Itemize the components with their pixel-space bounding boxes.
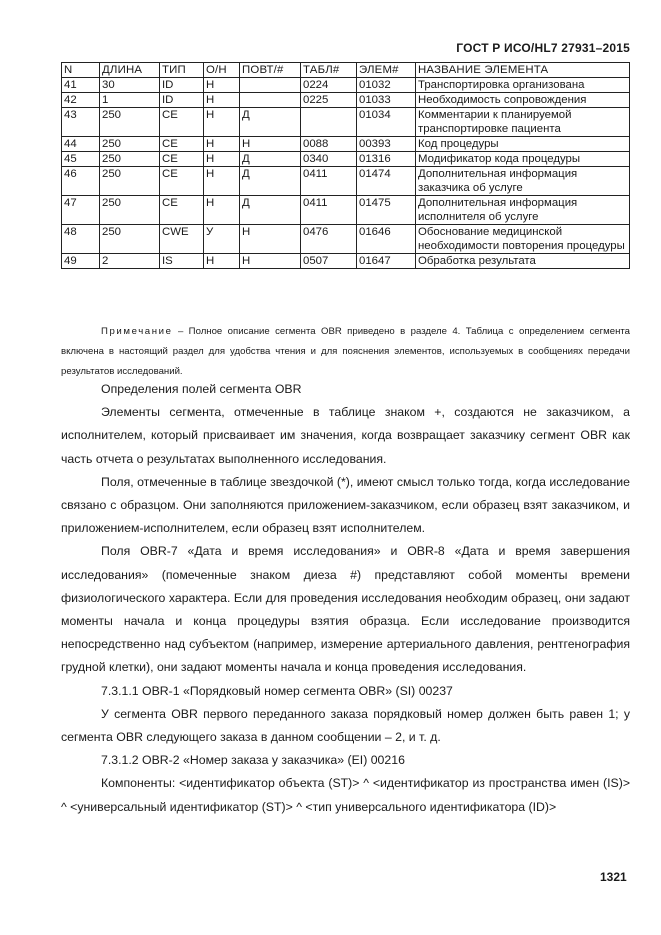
table-row [62, 225, 630, 254]
cell-table: 0411 [301, 167, 357, 196]
table-note [61, 322, 630, 382]
cell-element: 00393 [357, 137, 416, 152]
paragraph: Поля, отмеченные в таблице звездочкой (*), имеют смысл только тогда, когда исследование связано с образцом. Они заполняются приложением-заказчиком, если образец взят заказчиком, и приложением-исполнителем, если образец взят исполнителем. [61, 474, 630, 536]
cell-table: 0225 [301, 93, 357, 108]
cell-type: CE [160, 167, 204, 196]
cell-table: 0411 [301, 196, 357, 225]
paragraph: Компоненты: <идентификатор объекта (ST)> ^ <идентификатор из пространства имен (IS)> ^ <универсальный идентификатор (ST)> ^ <тип универсального идентификатора (ID)> [61, 776, 630, 814]
cell-optionality: Н [204, 93, 240, 108]
table-row [62, 93, 630, 108]
cell-optionality: Н [204, 254, 240, 269]
paragraph: У сегмента OBR первого переданного заказа порядковый номер должен быть равен 1; у сегмента OBR следующего заказа в данном сообщении – 2, и т. д. [61, 706, 630, 745]
cell-name: Необходимость сопровождения [416, 93, 630, 108]
cell-n: 44 [62, 137, 100, 152]
body-text [61, 378, 630, 819]
cell-n: 48 [62, 225, 100, 254]
cell-element: 01316 [357, 152, 416, 167]
cell-element: 01474 [357, 167, 416, 196]
cell-length: 250 [100, 108, 160, 137]
cell-length: 1 [100, 93, 160, 108]
cell-optionality: Н [204, 137, 240, 152]
cell-element: 01475 [357, 196, 416, 225]
cell-optionality: Н [204, 152, 240, 167]
cell-optionality: Н [204, 167, 240, 196]
cell-n: 42 [62, 93, 100, 108]
cell-type: CE [160, 108, 204, 137]
cell-length: 250 [100, 152, 160, 167]
column-header: НАЗВАНИЕ ЭЛЕМЕНТА [416, 63, 630, 78]
cell-length: 2 [100, 254, 160, 269]
cell-repeat [240, 93, 301, 108]
note-text: – Полное описание сегмента OBR приведено в разделе 4. Таблица с определением сегмента включена в настоящий раздел для удобства чтения и для пояснения элементов, используемых в сообщениях передачи результатов исследований. [61, 326, 630, 377]
cell-length: 250 [100, 167, 160, 196]
cell-table: 0340 [301, 152, 357, 167]
table-header-row [62, 63, 630, 78]
cell-name: Дополнительная информация заказчика об услуге [416, 167, 630, 196]
cell-repeat: Д [240, 196, 301, 225]
column-header: ДЛИНА [100, 63, 160, 78]
subsection-heading: 7.3.1.2 OBR-2 «Номер заказа у заказчика» (EI) 00216 [101, 753, 405, 768]
cell-repeat: Н [240, 254, 301, 269]
cell-repeat: Д [240, 167, 301, 196]
cell-repeat: Д [240, 152, 301, 167]
cell-name: Комментарии к планируемой транспортировке пациента [416, 108, 630, 137]
cell-optionality: Н [204, 108, 240, 137]
cell-type: IS [160, 254, 204, 269]
cell-table: 0224 [301, 78, 357, 93]
table-row [62, 108, 630, 137]
cell-type: CE [160, 137, 204, 152]
cell-n: 41 [62, 78, 100, 93]
cell-table: 0476 [301, 225, 357, 254]
table-row [62, 78, 630, 93]
cell-element: 01033 [357, 93, 416, 108]
column-header: N [62, 63, 100, 78]
cell-n: 46 [62, 167, 100, 196]
column-header: ТИП [160, 63, 204, 78]
cell-name: Транспортировка организована [416, 78, 630, 93]
cell-n: 43 [62, 108, 100, 137]
cell-optionality: Н [204, 196, 240, 225]
column-header: О/Н [204, 63, 240, 78]
cell-optionality: Н [204, 78, 240, 93]
cell-type: CE [160, 152, 204, 167]
cell-element: 01646 [357, 225, 416, 254]
cell-length: 30 [100, 78, 160, 93]
cell-type: CE [160, 196, 204, 225]
cell-length: 250 [100, 225, 160, 254]
column-header: ТАБЛ# [301, 63, 357, 78]
cell-name: Обработка результата [416, 254, 630, 269]
document-header: ГОСТ Р ИСО/HL7 27931–2015 [456, 41, 630, 55]
subsection-heading: 7.3.1.1 OBR-1 «Порядковый номер сегмента OBR» (SI) 00237 [101, 683, 453, 698]
cell-name: Дополнительная информация исполнителя об услуге [416, 196, 630, 225]
table-row [62, 167, 630, 196]
cell-element: 01647 [357, 254, 416, 269]
cell-optionality: У [204, 225, 240, 254]
table-row [62, 196, 630, 225]
cell-repeat [240, 78, 301, 93]
table-row [62, 137, 630, 152]
cell-n: 45 [62, 152, 100, 167]
table-row [62, 254, 630, 269]
paragraph: Элементы сегмента, отмеченные в таблице знаком +, создаются не заказчиком, а исполнителем, который присваивает им значения, когда возвращает заказчику сегмент OBR как часть отчета о результатах выполненного исследования. [61, 405, 630, 466]
cell-n: 49 [62, 254, 100, 269]
note-label: Примечание [101, 326, 173, 337]
column-header: ЭЛЕМ# [357, 63, 416, 78]
cell-repeat: Н [240, 225, 301, 254]
cell-repeat: Н [240, 137, 301, 152]
cell-type: ID [160, 93, 204, 108]
page-number: 1321 [600, 870, 627, 884]
segment-elements-table [61, 62, 630, 269]
table-row [62, 152, 630, 167]
cell-table: 0507 [301, 254, 357, 269]
cell-name: Код процедуры [416, 137, 630, 152]
cell-name: Обоснование медицинской необходимости повторения процедуры [416, 225, 630, 254]
cell-table [301, 108, 357, 137]
paragraph: Поля OBR-7 «Дата и время исследования» и OBR-8 «Дата и время завершения исследования» (помеченные знаком диеза #) представляют собой моменты времени физиологического характера. Если для проведения исследования необходим образец, они задают моменты начала и конца процедуры взятия образца. Если исследование производится непосредственно над субъектом (например, измерение артериального давления, рентгенография грудной клетки), они задают моменты начала и конца проведения исследования. [61, 544, 630, 675]
cell-length: 250 [100, 196, 160, 225]
cell-n: 47 [62, 196, 100, 225]
cell-element: 01032 [357, 78, 416, 93]
cell-type: ID [160, 78, 204, 93]
section-heading: Определения полей сегмента OBR [101, 382, 302, 396]
cell-element: 01034 [357, 108, 416, 137]
cell-name: Модификатор кода процедуры [416, 152, 630, 167]
column-header: ПОВТ/# [240, 63, 301, 78]
cell-table: 0088 [301, 137, 357, 152]
cell-type: CWE [160, 225, 204, 254]
cell-repeat: Д [240, 108, 301, 137]
cell-length: 250 [100, 137, 160, 152]
